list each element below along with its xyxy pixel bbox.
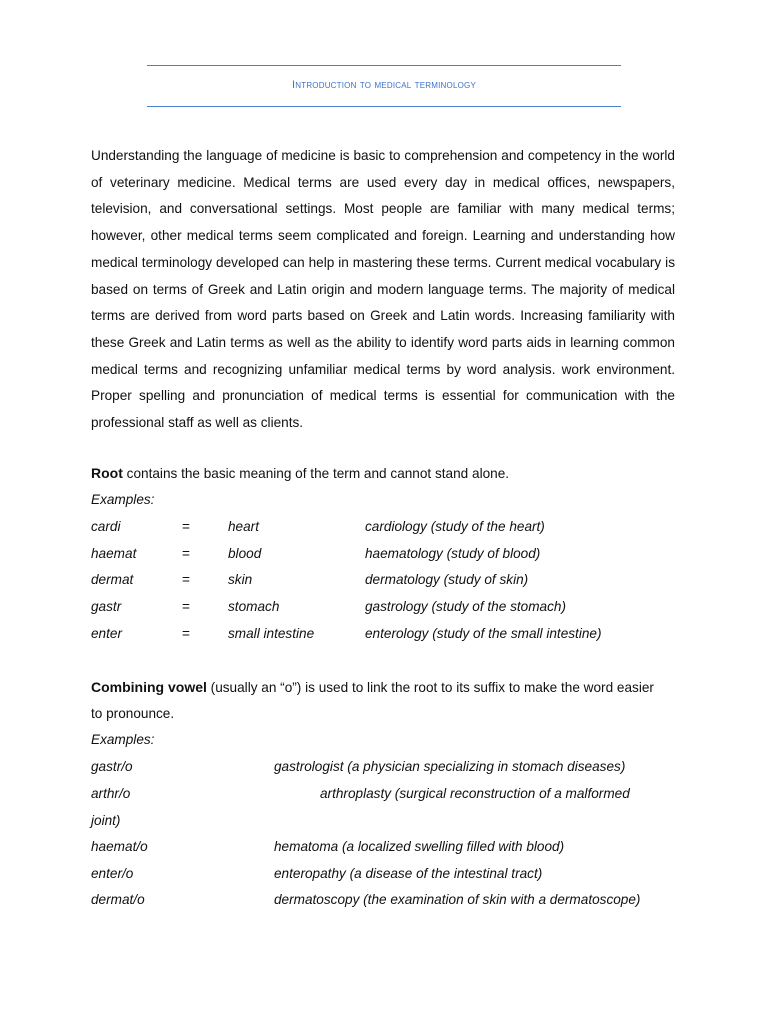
root-meaning: skin [228,572,253,587]
combining-form: gastr/o [91,759,133,774]
combining-form: arthr/o [91,786,131,801]
root-meaning: blood [228,546,262,561]
combining-form: haemat/o [91,839,148,854]
root-term: gastr [91,599,122,614]
root-meaning: heart [228,519,259,534]
root-example-row [91,519,691,539]
combining-vowel-definition [91,679,654,695]
root-example-row [91,546,691,566]
root-example-word: gastrology (study of the stomach) [365,599,566,614]
root-meaning: stomach [228,599,280,614]
root-description: contains the basic meaning of the term and cannot stand alone. [122,466,510,481]
equals-sign: = [182,626,190,641]
header-top-rule [147,65,621,66]
root-term: haemat [91,546,137,561]
combining-vowel-description: (usually an “o”) is used to link the root to its suffix to make the word easier [206,680,654,695]
intro-paragraph: Understanding the language of medicine is basic to comprehension and competency in the world of veterinary medicine. Medical terms are used every day in medical offices, newspapers, television, and conversational settings. Most people are familiar with many medical terms; however, other medical terms seem complicated and foreign. Learning and understanding how medical terminology developed can help in mastering these terms. Current medical vocabulary is based on terms of Greek and Latin origin and modern language terms. The majority of medical terms are derived from word parts based on Greek and Latin words. Increasing familiarity with these Greek and Latin terms as well as the ability to identify word parts aids in learning common medical terms and recognizing unfamiliar medical terms by word analysis. work environment. Proper spelling and pronunciation of medical terms is essential for communication with the professional staff as well as clients. [91,148,675,431]
combining-example: gastrologist (a physician specializing in stomach diseases) [274,759,626,774]
combining-example: enteropathy (a disease of the intestinal tract) [274,866,543,881]
root-meaning: small intestine [228,626,315,641]
root-example-row [91,572,691,592]
combining-example: hematoma (a localized swelling filled with blood) [274,839,565,854]
root-example-row [91,626,691,646]
combining-example: dermatoscopy (the examination of skin with a dermatoscope) [274,892,641,907]
equals-sign: = [182,572,190,587]
root-example-word: enterology (study of the small intestine) [365,626,602,641]
combining-example: arthroplasty (surgical reconstruction of a malformed [320,786,630,801]
running-header-title: Introduction to medical terminology [292,79,476,91]
root-example-word: cardiology (study of the heart) [365,519,545,534]
root-term: enter [91,626,122,641]
root-example-word: dermatology (study of skin) [365,572,529,587]
equals-sign: = [182,519,190,534]
combining-example-continued: joint) [91,813,121,828]
root-term: cardi [91,519,121,534]
root-heading: Root [91,465,123,481]
root-example-word: haematology (study of blood) [365,546,541,561]
root-example-row [91,599,691,619]
root-term: dermat [91,572,134,587]
combining-vowel-examples-label: Examples: [91,732,155,747]
combining-vowel-description-continued: to pronounce. [91,706,175,721]
header-bottom-rule [147,106,621,107]
combining-form: dermat/o [91,892,145,907]
equals-sign: = [182,546,190,561]
combining-vowel-heading: Combining vowel [91,679,207,695]
root-examples-label: Examples: [91,492,155,507]
equals-sign: = [182,599,190,614]
root-definition [91,465,509,481]
combining-form: enter/o [91,866,134,881]
